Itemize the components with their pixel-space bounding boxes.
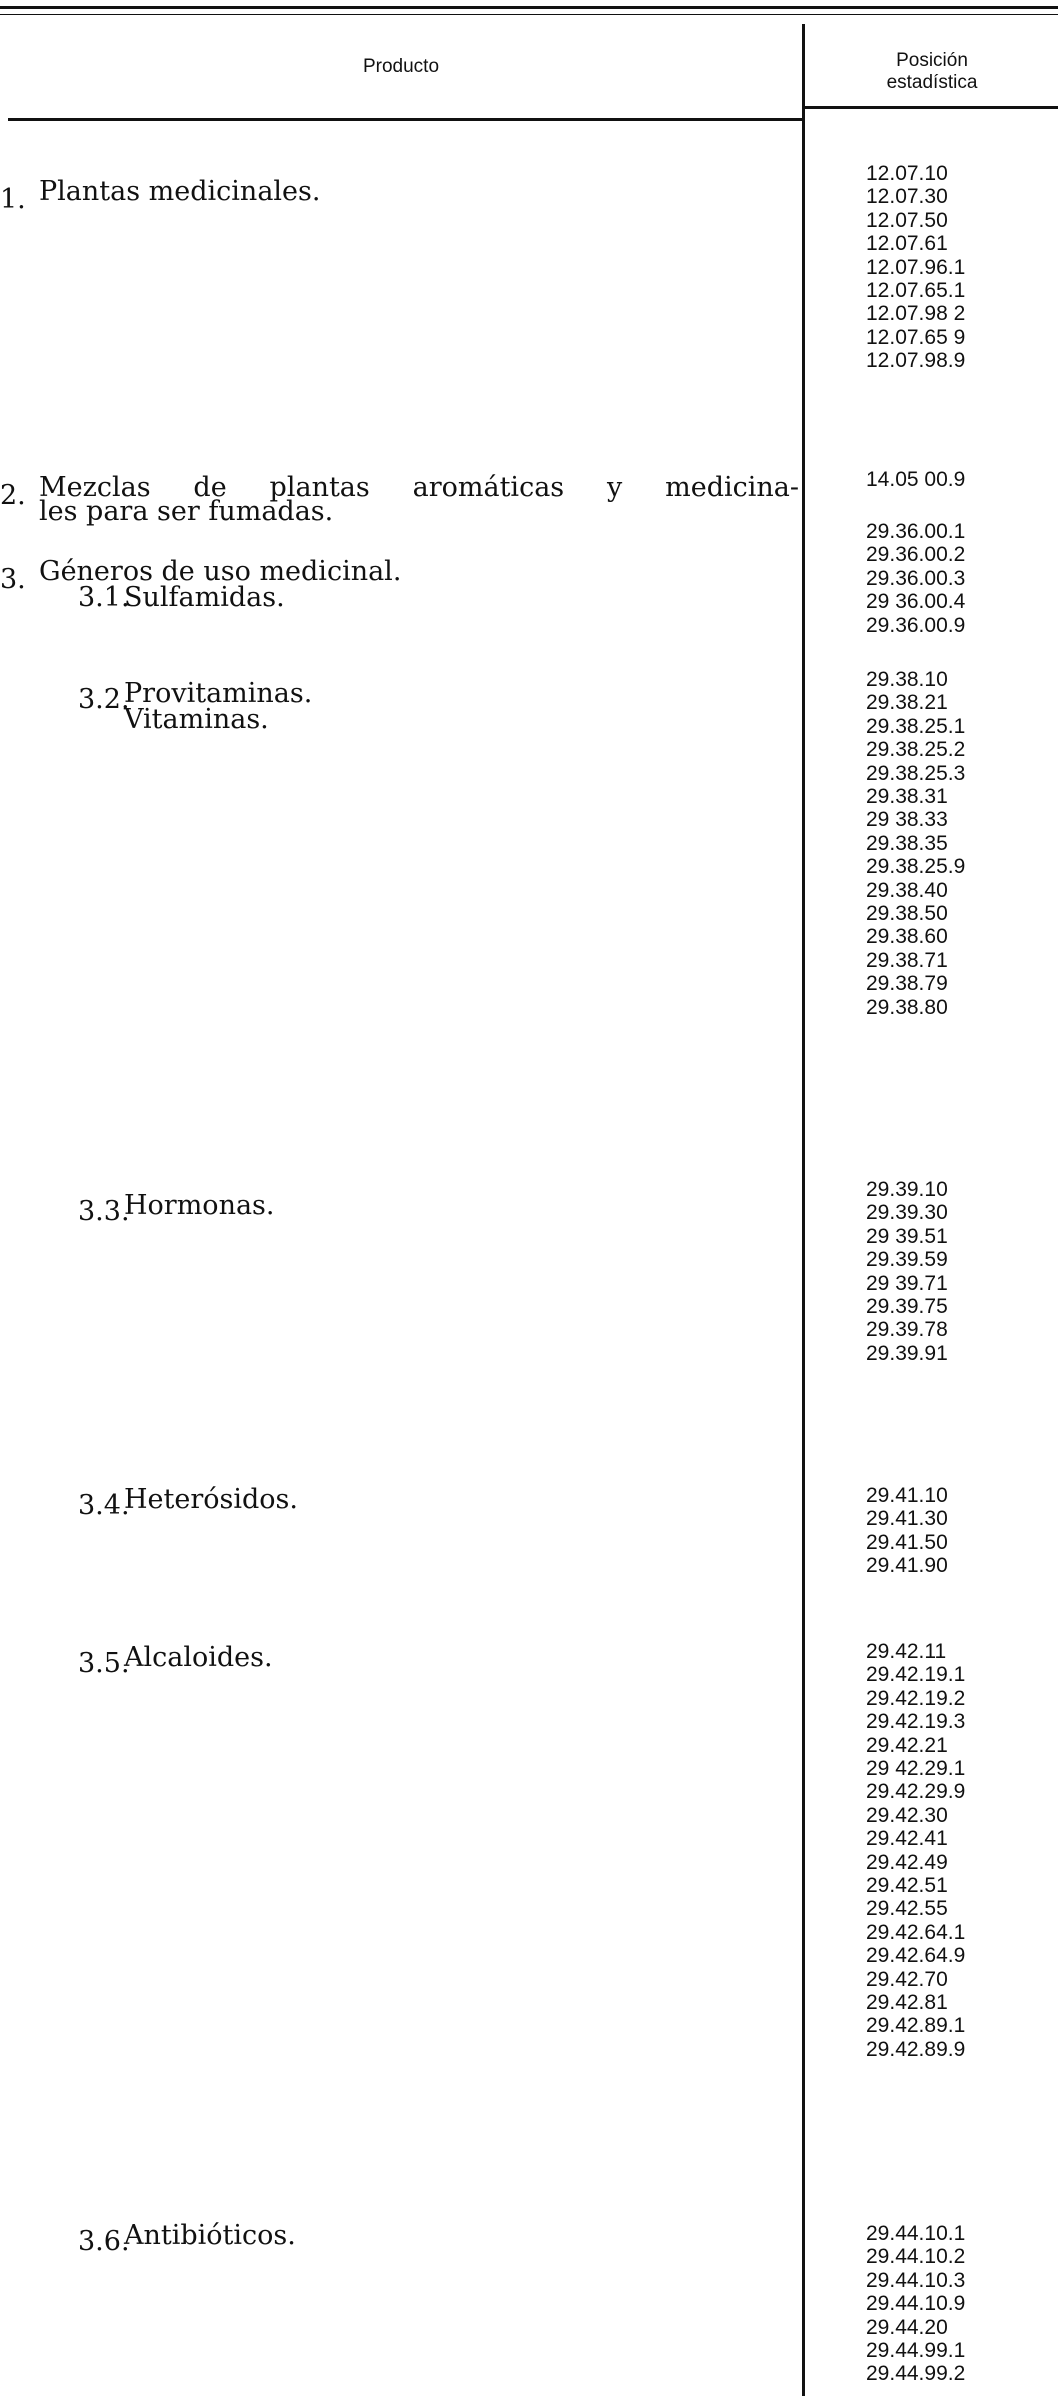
position-code: 29 39.71 — [866, 1271, 948, 1295]
position-code: 29.41.30 — [866, 1507, 948, 1531]
position-code: 29.42.41 — [866, 1827, 948, 1851]
position-code: 29 36.00.4 — [866, 590, 966, 614]
header-position-line1: Posición — [896, 50, 968, 71]
position-code: 29.42.19.3 — [866, 1710, 966, 1734]
entry-2-label-line2: les para ser fumadas. — [39, 496, 334, 527]
entry-3-4-label: Heterósidos. — [124, 1484, 298, 1515]
position-code: 29.39.78 — [866, 1318, 948, 1342]
position-code: 29.44.20 — [866, 2315, 948, 2339]
position-code: 29.38.31 — [866, 785, 948, 808]
entry-1-label: Plantas medicinales. — [39, 176, 321, 207]
header-position-line2: estadística — [886, 72, 978, 93]
position-code: 29.36.00.1 — [866, 520, 966, 543]
entry-3-2-number: 3.2. — [78, 684, 130, 715]
position-code: 29.38.50 — [866, 902, 948, 925]
entry-3-2-label-line1: Provitaminas. — [124, 678, 313, 709]
entry-1-number: 1. — [0, 184, 26, 215]
column-divider — [802, 24, 805, 2396]
position-code: 29.36.00.2 — [866, 543, 966, 567]
position-code: 29.42.19.2 — [866, 1686, 966, 1710]
position-code: 29.38.10 — [866, 668, 948, 691]
position-code: 29.44.99.1 — [866, 2339, 966, 2362]
position-code: 29.39.10 — [866, 1178, 948, 1201]
entry-3-3-label: Hormonas. — [124, 1190, 275, 1221]
position-code: 29.41.90 — [866, 1554, 948, 1578]
header-rule-right — [805, 106, 1058, 109]
entry-3-6-number: 3.6. — [78, 2226, 130, 2257]
position-code: 29.42.51 — [866, 1874, 948, 1897]
position-code: 29.38.80 — [866, 995, 948, 1019]
position-code: 29.42.89.1 — [866, 2014, 966, 2038]
position-code: 29.42.89.9 — [866, 2037, 966, 2061]
position-code: 29.42.64.9 — [866, 1944, 966, 1968]
position-code: 12.07.96.1 — [866, 255, 966, 279]
entry-3-number: 3. — [0, 564, 26, 595]
top-rule-thick — [0, 6, 1058, 9]
header-rule-left — [8, 118, 802, 121]
position-code: 29.38.25.2 — [866, 738, 966, 762]
position-code: 29 42.29.1 — [866, 1757, 966, 1780]
entry-3-5-label: Alcaloides. — [124, 1642, 273, 1673]
position-code: 29.42.30 — [866, 1803, 948, 1827]
position-code: 29.42.70 — [866, 1967, 948, 1991]
position-code: 29.39.30 — [866, 1201, 948, 1225]
position-code: 29.38.40 — [866, 878, 948, 902]
position-code: 29.42.49 — [866, 1850, 948, 1874]
entry-3-6-label: Antibióticos. — [124, 2220, 296, 2251]
position-code: 29.39.59 — [866, 1248, 948, 1272]
position-code: 29.38.25.9 — [866, 855, 966, 879]
position-code: 29.39.91 — [866, 1341, 948, 1365]
entry-3-1-number: 3.1. — [78, 582, 130, 613]
position-code: 29.38.35 — [866, 831, 948, 855]
entry-3-1-label: Sulfamidas. — [124, 582, 285, 613]
position-code: 29.42.19.1 — [866, 1663, 966, 1687]
entry-2-label-line1: Mezclas de plantas aromáticas y medicina- — [39, 472, 799, 503]
entry-3-4-number: 3.4. — [78, 1490, 130, 1521]
position-code: 29.44.10.9 — [866, 2292, 966, 2316]
position-code: 29.44.10.2 — [866, 2245, 966, 2269]
entry-3-2-label-line2: Vitaminas. — [124, 704, 269, 735]
position-code: 14.05 00.9 — [866, 468, 966, 491]
position-code: 12.07.65 9 — [866, 325, 966, 349]
position-code: 12.07.61 — [866, 232, 948, 256]
position-code: 29.42.29.9 — [866, 1780, 966, 1804]
position-code: 29.42.55 — [866, 1897, 948, 1921]
position-code: 12.07.98 2 — [866, 302, 966, 326]
position-code: 29.41.10 — [866, 1484, 948, 1507]
top-rule-thin — [0, 14, 1058, 15]
position-code: 12.07.50 — [866, 208, 948, 232]
position-code: 29.38.71 — [866, 948, 948, 972]
entry-3-label: Géneros de uso medicinal. — [39, 556, 402, 587]
header-product: Producto — [362, 56, 440, 77]
position-code: 12.07.10 — [866, 162, 948, 185]
position-code: 29.42.64.1 — [866, 1920, 966, 1944]
position-code: 29.42.81 — [866, 1991, 948, 2014]
position-code: 12.07.98.9 — [866, 349, 966, 373]
position-code: 29 39.51 — [866, 1224, 948, 1248]
entry-3-5-number: 3.5. — [78, 1648, 130, 1679]
position-code: 29.44.99.2 — [866, 2362, 966, 2386]
position-code: 29.42.11 — [866, 1640, 947, 1663]
position-code: 29.38.25.1 — [866, 714, 966, 738]
position-code: 29.38.60 — [866, 925, 948, 949]
position-code: 29.38.79 — [866, 972, 948, 996]
position-code: 29 38.33 — [866, 808, 948, 832]
position-code: 29.36.00.3 — [866, 566, 966, 590]
position-code: 29.39.75 — [866, 1295, 948, 1318]
position-code: 12.07.30 — [866, 185, 948, 209]
entry-3-3-number: 3.3. — [78, 1196, 130, 1227]
position-code: 29.36.00.9 — [866, 613, 966, 637]
entry-2-number: 2. — [0, 480, 26, 511]
position-code: 29.44.10.1 — [866, 2222, 966, 2245]
position-code: 12.07.65.1 — [866, 279, 966, 302]
position-code: 29.44.10.3 — [866, 2268, 966, 2292]
position-code: 29.38.21 — [866, 691, 948, 715]
position-code: 29.41.50 — [866, 1530, 948, 1554]
position-code: 29.38.25.3 — [866, 761, 966, 785]
position-code: 29.42.21 — [866, 1733, 948, 1757]
